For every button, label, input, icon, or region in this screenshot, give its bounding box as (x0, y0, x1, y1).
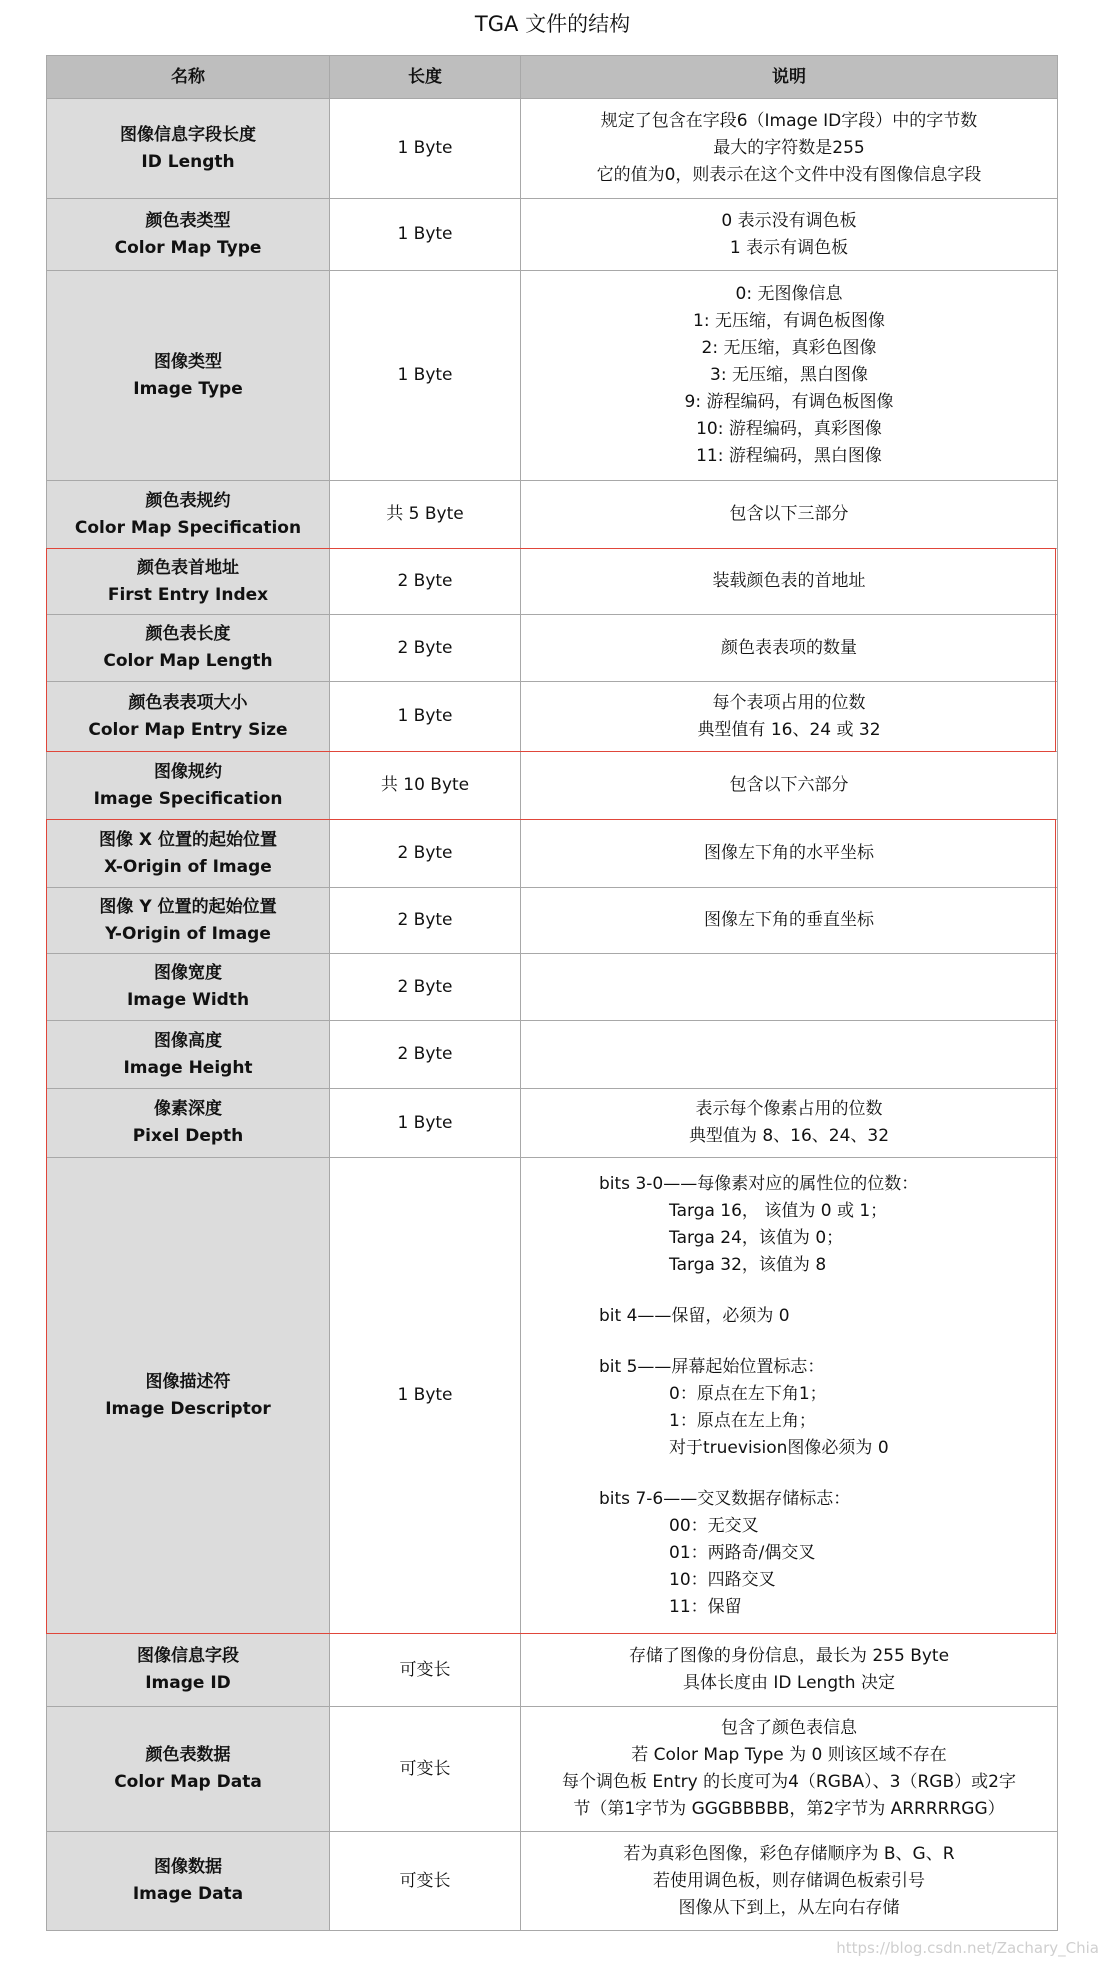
field-description (521, 1707, 1058, 1832)
field-name-en: Image ID (145, 1673, 231, 1693)
description-line: 1 表示有调色板 (729, 237, 849, 258)
field-length: 共 5 Byte (330, 481, 521, 549)
field-description (521, 199, 1058, 271)
blank-line (599, 1462, 1053, 1486)
field-description (521, 1089, 1058, 1158)
field-length: 2 Byte (330, 820, 521, 888)
field-length: 2 Byte (330, 1021, 521, 1089)
table-row (47, 1832, 1058, 1931)
field-length: 1 Byte (330, 199, 521, 271)
field-name-zh: 图像信息字段长度 (120, 124, 256, 145)
field-length: 共 10 Byte (330, 752, 521, 820)
field-length: 2 Byte (330, 954, 521, 1021)
description-line: 典型值有 16、24 或 32 (697, 719, 881, 740)
table-row (47, 271, 1058, 481)
blank-line (599, 1330, 1053, 1354)
table-row (47, 549, 1058, 615)
field-description (521, 1832, 1058, 1931)
table-row (47, 682, 1058, 752)
description-item: 00：无交叉 (669, 1515, 759, 1536)
field-description (521, 954, 1058, 1021)
field-description (521, 1634, 1058, 1707)
field-length: 1 Byte (330, 1089, 521, 1158)
field-name-cell (47, 682, 330, 752)
table-row (47, 1158, 1058, 1634)
field-name-en: Color Map Data (114, 1772, 262, 1792)
description-line: 10: 游程编码，真彩图像 (696, 419, 882, 439)
table-row (47, 481, 1058, 549)
field-name-zh: 图像高度 (154, 1030, 222, 1051)
field-name-cell (47, 271, 330, 481)
page-title: TGA 文件的结构 (474, 12, 631, 36)
field-description (521, 1021, 1058, 1089)
description-item: 01：两路奇/偶交叉 (669, 1542, 816, 1563)
field-name-cell (47, 1634, 330, 1707)
field-name-zh: 图像宽度 (154, 963, 222, 983)
field-description (521, 888, 1058, 954)
field-length: 可变长 (330, 1707, 521, 1832)
description-heading: bits 7-6——交叉数据存储标志： (599, 1488, 851, 1509)
field-length: 1 Byte (330, 99, 521, 199)
field-name-en: Color Map Entry Size (88, 719, 288, 740)
field-name-zh: 图像描述符 (145, 1371, 231, 1392)
header-name: 名称 (47, 56, 330, 99)
field-description (521, 549, 1058, 615)
field-description (521, 682, 1058, 752)
field-name-cell (47, 99, 330, 199)
field-name-zh: 图像信息字段 (137, 1646, 239, 1666)
field-name-en: Image Type (133, 378, 243, 399)
field-name-cell (47, 549, 330, 615)
description-heading: bit 4——保留，必须为 0 (599, 1305, 790, 1326)
field-name-cell (47, 888, 330, 954)
table-row (47, 820, 1058, 888)
watermark: https://blog.csdn.net/Zachary_Chia (836, 1939, 1099, 1957)
field-length: 2 Byte (330, 888, 521, 954)
field-length: 可变长 (330, 1832, 521, 1931)
description-item: 10：四路交叉 (669, 1569, 776, 1590)
description-line: 每个调色板 Entry 的长度可为4（RGBA）、3（RGB）或2字 (562, 1772, 1016, 1792)
description-line: 存储了图像的身份信息，最长为 255 Byte (628, 1646, 950, 1666)
field-name-en: First Entry Index (107, 584, 269, 605)
description-heading: bit 5——屏幕起始位置标志： (599, 1356, 825, 1377)
field-name-cell (47, 1832, 330, 1931)
description-line: 规定了包含在字段6（Image ID字段）中的字节数 (600, 111, 978, 131)
table-row (47, 888, 1058, 954)
field-name-en: ID Length (141, 151, 235, 172)
description-line: 最大的字符数是255 (713, 138, 865, 158)
table-row (47, 1634, 1058, 1707)
table-header-row (47, 56, 1058, 99)
field-name-cell (47, 1158, 330, 1634)
description-line: 若 Color Map Type 为 0 则该区域不存在 (631, 1745, 947, 1765)
field-name-zh: 颜色表表项大小 (128, 692, 248, 713)
field-name-en: Color Map Specification (74, 517, 302, 538)
description-line: 图像左下角的水平坐标 (704, 843, 874, 863)
description-line: 典型值为 8、16、24、32 (688, 1126, 890, 1146)
field-name-zh: 颜色表首地址 (137, 557, 239, 578)
field-name-en: Image Height (123, 1057, 253, 1078)
field-description (521, 481, 1058, 549)
description-line: 若为真彩色图像，彩色存储顺序为 B、G、R (623, 1843, 955, 1864)
table-row (47, 199, 1058, 271)
table-row (47, 954, 1058, 1021)
field-name-cell (47, 481, 330, 549)
field-name-en: Image Data (132, 1884, 244, 1904)
description-item: 对于truevision图像必须为 0 (669, 1437, 889, 1458)
description-line: 1: 无压缩，有调色板图像 (693, 311, 885, 331)
description-line: 它的值为0，则表示在这个文件中没有图像信息字段 (596, 165, 982, 185)
field-name-cell (47, 1707, 330, 1832)
field-name-zh: 颜色表数据 (145, 1745, 231, 1765)
header-description: 说明 (521, 56, 1058, 99)
table-row (47, 615, 1058, 682)
field-name-zh: 像素深度 (154, 1099, 222, 1119)
field-description (521, 271, 1058, 481)
description-item: 0：原点在左下角1； (669, 1383, 827, 1404)
description-item: 1：原点在左上角； (669, 1410, 816, 1431)
description-line: 节（第1字节为 GGGBBBBB，第2字节为 ARRRRRGG） (573, 1799, 1005, 1819)
description-heading: bits 3-0——每像素对应的属性位的位数： (599, 1173, 919, 1194)
field-description (521, 615, 1058, 682)
field-name-zh: 图像 X 位置的起始位置 (99, 829, 277, 850)
description-line: 图像从下到上，从左向右存储 (678, 1897, 900, 1918)
field-name-en: Color Map Type (114, 237, 262, 258)
field-description (521, 752, 1058, 820)
description-line: 每个表项占用的位数 (712, 692, 866, 713)
description-line: 11: 游程编码，黑白图像 (696, 446, 882, 466)
tga-structure-table (46, 55, 1058, 1931)
field-name-zh: 图像 Y 位置的起始位置 (99, 896, 277, 917)
description-item: 11：保留 (669, 1596, 742, 1617)
field-length: 2 Byte (330, 615, 521, 682)
description-line: 颜色表表项的数量 (721, 637, 857, 658)
description-line: 具体长度由 ID Length 决定 (683, 1673, 895, 1693)
description-item: Targa 32，该值为 8 (669, 1254, 827, 1275)
description-line: 9: 游程编码，有调色板图像 (684, 392, 894, 412)
field-name-zh: 颜色表类型 (145, 210, 231, 231)
field-name-zh: 颜色表长度 (145, 624, 231, 644)
description-item: Targa 16， 该值为 0 或 1； (669, 1200, 888, 1221)
description-line: 包含以下三部分 (729, 504, 849, 524)
description-line: 图像左下角的垂直坐标 (704, 910, 874, 930)
blank-line (599, 1279, 1053, 1303)
field-name-en: Color Map Length (103, 651, 273, 671)
description-line: 装载颜色表的首地址 (712, 571, 866, 591)
field-name-cell (47, 615, 330, 682)
description-line: 0 表示没有调色板 (721, 210, 857, 231)
field-length: 可变长 (330, 1634, 521, 1707)
field-name-cell (47, 1021, 330, 1089)
description-line: 表示每个像素占用的位数 (695, 1099, 883, 1119)
field-description (521, 99, 1058, 199)
field-description (521, 1158, 1058, 1634)
field-length: 2 Byte (330, 549, 521, 615)
table-row (47, 752, 1058, 820)
field-name-en: Image Specification (93, 788, 283, 809)
description-line: 包含了颜色表信息 (721, 1718, 857, 1738)
field-name-zh: 图像类型 (154, 351, 222, 372)
field-name-en: Pixel Depth (132, 1126, 244, 1146)
field-name-en: Y-Origin of Image (105, 923, 271, 944)
table-row (47, 1021, 1058, 1089)
table-row (47, 1707, 1058, 1832)
field-name-cell (47, 954, 330, 1021)
table-row (47, 1089, 1058, 1158)
description-line: 2: 无压缩，真彩色图像 (701, 338, 877, 358)
field-name-en: Image Descriptor (105, 1398, 271, 1419)
field-name-en: X-Origin of Image (104, 856, 272, 877)
field-name-cell (47, 820, 330, 888)
description-item: Targa 24，该值为 0； (669, 1227, 844, 1248)
header-length: 长度 (330, 56, 521, 99)
field-name-cell (47, 1089, 330, 1158)
field-description (521, 820, 1058, 888)
description-line: 包含以下六部分 (729, 775, 849, 795)
field-length: 1 Byte (330, 682, 521, 752)
description-line: 3: 无压缩，黑白图像 (710, 365, 868, 385)
field-name-zh: 图像数据 (154, 1857, 222, 1877)
field-name-cell (47, 752, 330, 820)
field-name-zh: 颜色表规约 (145, 490, 231, 511)
field-name-zh: 图像规约 (154, 761, 222, 782)
description-line: 若使用调色板，则存储调色板索引号 (653, 1870, 925, 1891)
field-name-en: Image Width (126, 990, 250, 1010)
table-row (47, 99, 1058, 199)
field-length: 1 Byte (330, 1158, 521, 1634)
field-name-cell (47, 199, 330, 271)
description-line: 0: 无图像信息 (735, 284, 843, 304)
field-length: 1 Byte (330, 271, 521, 481)
